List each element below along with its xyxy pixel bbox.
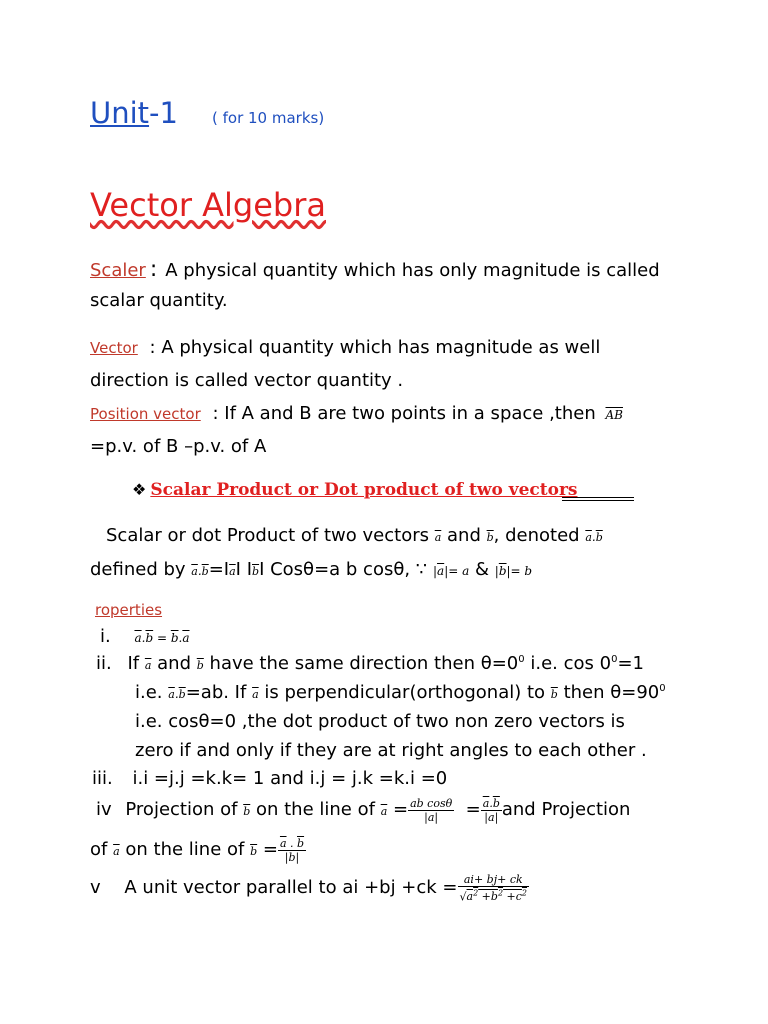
vec-a-symbol-3: $\overline{a}$ — [191, 565, 198, 578]
property-ii-line2-d: then θ=90 — [563, 682, 660, 703]
fraction-ab-cos-over-mod-a: $\frac{\text{ab cosθ}}{|\overline{a}|}$ — [410, 796, 453, 824]
property-ii-line2-a: i.e. — [135, 682, 163, 703]
property-v-text: A unit vector parallel to ai +bj +ck = — [124, 877, 458, 898]
vec-b-iv-2: $\overline{b}$ — [250, 845, 258, 858]
property-iv-line-1: iv Projection of $\overline{b}$ on the line of $\overline{a}$ = $\frac{\text{ab cosθ}}{|\overline{a}|}$ = $\frac{\overline{a}.\overline{b}}{|\overline{a}|}$ and Projection — [96, 796, 631, 824]
property-iv-text: Projection of — [125, 799, 238, 820]
property-iii-num: iii. — [92, 768, 113, 789]
vector-line-2: direction is called vector quantity . — [90, 370, 404, 391]
vector-label: Vector — [90, 339, 138, 357]
unit-heading — [90, 96, 178, 130]
properties-heading: roperties — [95, 601, 163, 619]
vec-b-symbol-2: $\overline{b}$ — [595, 531, 603, 544]
position-vector-text-1: : If A and B are two points in a space ,then — [212, 403, 596, 424]
fraction-a-dot-b-over-mod-b: $\frac{\overline{a} . \overline{b}}{|\overline{b}|}$ — [279, 836, 305, 864]
property-iv-line-2: of $\overline{a}$ on the line of $\overline{b}$ = $\frac{\overline{a} . \overline{b}}{|\overline{b}|}$ — [90, 836, 305, 864]
property-iv-of: of — [90, 839, 108, 860]
definition-line-1: Scalar or dot Product of two vectors $\overline{a}$ and $\overline{b}$, denoted $\overline{a}.\overline{b}$ — [106, 525, 603, 546]
fraction-unit-vector: $\frac{ai+ bj+ ck}{√a^2 +b^2 +c^2}$ — [459, 872, 528, 904]
scaler-label: Scaler — [90, 260, 146, 281]
position-vector-label: Position vector — [90, 405, 201, 423]
vec-a-dot-b-symbol: $\overline{a}$ — [585, 531, 592, 544]
definition-text-2b: =I — [208, 559, 230, 580]
definition-line-2: defined by $\overline{a}.\overline{b}=I\overline{a}I$ $I\overline{b}I$ Cosθ=a b cosθ, ∵ $|\overline{a}|= a$ & $|\overline{b}|= b$ — [90, 559, 533, 580]
property-v — [90, 868, 529, 908]
page-title: Vector Algebra — [90, 186, 326, 224]
degree-0: 0 — [518, 654, 525, 665]
definition-text-2a: defined by — [90, 559, 186, 580]
property-ii-text-1: If — [127, 653, 140, 674]
property-ii-text-3: have the same direction then θ=0 — [209, 653, 519, 674]
definition-text-1b: and — [447, 525, 481, 546]
property-iii — [92, 768, 447, 789]
definition-text-2e: & — [475, 559, 490, 580]
heading-rule — [562, 497, 634, 501]
vec-b-symbol-3: $\overline{b}$ — [201, 565, 209, 578]
vec-b-symbol-ii: $\overline{b}$ — [196, 659, 204, 672]
vec-b-ii-3: $\overline{b}$ — [550, 688, 558, 701]
marks-note: ( for 10 marks) — [212, 109, 325, 127]
vec-a-symbol-ii: $\overline{a}$ — [144, 659, 152, 672]
vector-ab-symbol: $\overline{AB}$ — [605, 408, 623, 422]
property-ii-text-5: =1 — [617, 653, 644, 674]
property-iv-on: on the line of — [255, 799, 375, 820]
property-ii-line2-b: =ab. If — [185, 682, 247, 703]
vector-line-1 — [90, 337, 600, 358]
vec-a-symbol-4: $\overline{a}$ — [229, 565, 236, 578]
scaler-line-1 — [90, 257, 660, 282]
scaler-colon: : — [149, 257, 158, 282]
mod-a-equals-a: $|\overline{a}|= a$ — [432, 564, 470, 578]
property-ii-line-2: i.e. $\overline{a}.\overline{b}=ab$. If $\overline{a}$ is perpendicular(orthogonal) to $\overline{b}$ then $\theta=90^0$ — [135, 682, 666, 703]
scaler-text-1: A physical quantity which has only magnitude is called — [165, 260, 660, 281]
property-iv-num: iv — [96, 799, 112, 820]
definition-text-2c: I I — [235, 559, 253, 580]
mod-b-equals-b: $|\overline{b}|= b$ — [494, 564, 533, 578]
property-ii-text-2: and — [157, 653, 192, 674]
vec-a-symbol: $\overline{a}$ — [434, 531, 442, 544]
definition-text-1a: Scalar or dot Product of two vectors — [106, 525, 429, 546]
vec-b-iv: $\overline{b}$ — [243, 805, 251, 818]
degree-0-b: 0 — [611, 654, 618, 665]
property-ii-text-4: i.e. cos 0 — [524, 653, 612, 674]
property-v-num: v — [90, 877, 101, 898]
fraction-a-dot-b-over-mod-a: $\frac{\overline{a}.\overline{b}}{|\overline{a}|}$ — [482, 796, 500, 824]
definition-text-1c: , denoted — [493, 525, 580, 546]
section-heading — [132, 480, 577, 500]
property-ii-line2-c: is perpendicular(orthogonal) to — [264, 682, 546, 703]
degree-0-c: 0 — [659, 683, 666, 694]
definition-text-2d: I Cosθ=a b cosθ, ∵ — [259, 559, 428, 580]
scaler-line-2: scalar quantity. — [90, 290, 228, 311]
vector-text-1: : A physical quantity which has magnitude as well — [149, 337, 601, 358]
position-vector-line-2: =p.v. of B –p.v. of A — [90, 436, 267, 457]
vec-b-symbol: $\overline{b}$ — [486, 531, 494, 544]
position-vector-line-1 — [90, 403, 623, 424]
vec-a-ii-3: $\overline{a}$ — [252, 688, 259, 701]
property-ii-line-3: i.e. cosθ=0 ,the dot product of two non zero vectors is — [135, 711, 625, 732]
property-iv-on-2: on the line of — [125, 839, 245, 860]
vec-a-iv: $\overline{a}$ — [380, 805, 388, 818]
section-heading-text: Scalar Product or Dot product of two vectors — [150, 480, 578, 500]
property-ii-num: ii. — [96, 653, 112, 674]
vec-b-ii-2: $\overline{b}$ — [178, 688, 186, 701]
unit-word[interactable]: Unit — [90, 96, 150, 130]
property-ii-line-1 — [96, 653, 644, 674]
property-iii-text: i.i =j.j =k.k= 1 and i.j = j.k =k.i =0 — [132, 768, 448, 789]
vec-b-symbol-4: $\overline{b}$ — [252, 565, 260, 578]
property-i — [100, 626, 190, 647]
property-iv-and: and Projection — [501, 799, 631, 820]
property-i-num: i. — [100, 626, 111, 647]
property-i-formula: $\overline{a}.\overline{b} = \overline{b}.\overline{a}$ — [134, 631, 190, 645]
diamond-bullet-icon: ❖ — [132, 480, 147, 499]
vec-a-iv-2: $\overline{a}$ — [113, 845, 120, 858]
vec-a-dot-b-ii: $\overline{a}$ — [168, 688, 175, 701]
property-ii-line-4: zero if and only if they are at right angles to each other . — [135, 740, 647, 761]
unit-number: -1 — [149, 96, 178, 130]
